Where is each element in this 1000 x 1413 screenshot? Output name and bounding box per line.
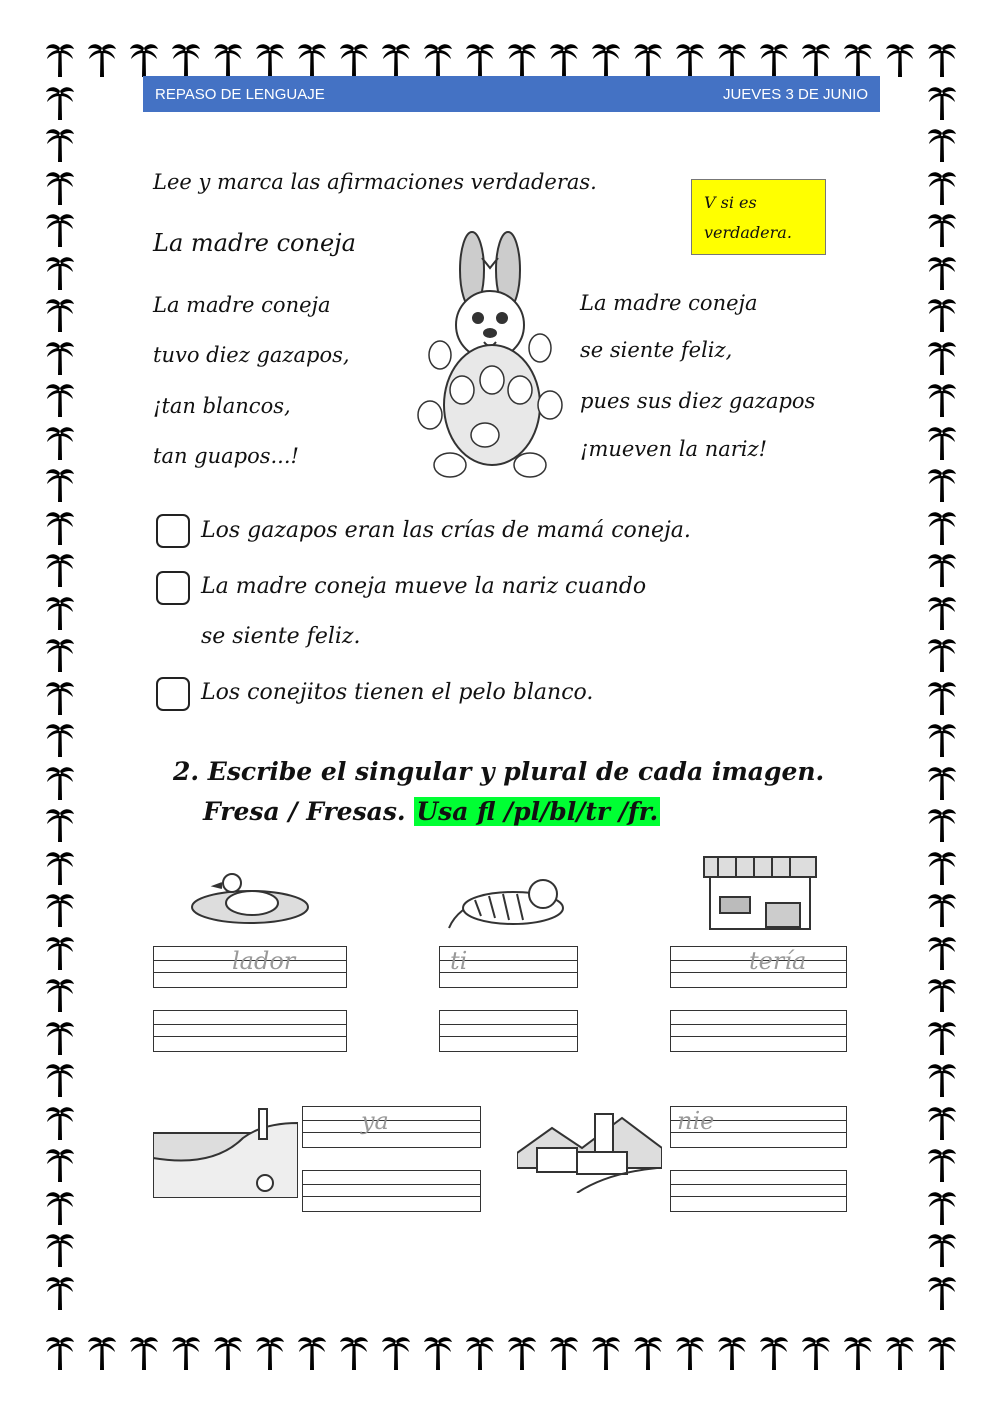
palm-tree-icon (927, 935, 957, 971)
palm-tree-icon (507, 42, 537, 78)
writing-line-3-plural[interactable] (670, 1010, 847, 1052)
palm-tree-icon (675, 1335, 705, 1371)
palm-tree-icon (927, 170, 957, 206)
statement-3-checkbox[interactable] (156, 677, 190, 711)
palm-tree-icon (45, 212, 75, 248)
palm-tree-icon (885, 42, 915, 78)
exercise-2-example: Fresa / Fresas. (203, 797, 406, 826)
poem-left-line-4: tan guapos...! (153, 444, 299, 468)
palm-tree-icon (45, 1105, 75, 1141)
palm-tree-icon (927, 297, 957, 333)
rabbit-family-illustration (410, 230, 570, 500)
palm-tree-icon (45, 935, 75, 971)
writing-line-4-plural[interactable] (302, 1170, 481, 1212)
palm-tree-icon (45, 340, 75, 376)
poem-left-line-1: La madre coneja (153, 293, 331, 317)
palm-tree-icon (927, 1020, 957, 1056)
palm-tree-icon (927, 850, 957, 886)
palm-tree-icon (927, 595, 957, 631)
palm-tree-icon (927, 1190, 957, 1226)
palm-tree-icon (927, 510, 957, 546)
writing-line-4-singular[interactable] (302, 1106, 481, 1148)
palm-tree-icon (45, 382, 75, 418)
poem-title: La madre coneja (153, 229, 356, 257)
palm-tree-icon (927, 85, 957, 121)
trace-text-2: ti (450, 947, 468, 975)
palm-tree-icon (927, 1232, 957, 1268)
palm-tree-icon (927, 382, 957, 418)
palm-tree-icon (45, 1147, 75, 1183)
exercise-2-heading (173, 752, 824, 832)
palm-tree-icon (297, 1335, 327, 1371)
palm-tree-icon (45, 807, 75, 843)
palm-tree-icon (927, 807, 957, 843)
palm-tree-icon (927, 552, 957, 588)
palm-tree-icon (45, 722, 75, 758)
poem-right-line-1: La madre coneja (580, 291, 758, 315)
writing-line-2-plural[interactable] (439, 1010, 578, 1052)
palm-tree-icon (423, 1335, 453, 1371)
writing-line-3-singular[interactable] (670, 946, 847, 988)
statement-2-text-cont: se siente feliz. (201, 624, 361, 649)
palm-tree-icon (633, 42, 663, 78)
writing-line-2-singular[interactable] (439, 946, 578, 988)
palm-tree-icon (129, 42, 159, 78)
header-subject: REPASO DE LENGUAJE (155, 86, 325, 103)
palm-tree-icon (927, 892, 957, 928)
village-illustration (517, 1108, 662, 1193)
palm-tree-icon (591, 42, 621, 78)
palm-tree-icon (927, 255, 957, 291)
writing-line-1-singular[interactable] (153, 946, 347, 988)
palm-tree-icon (45, 977, 75, 1013)
palm-tree-icon (465, 42, 495, 78)
palm-tree-icon (45, 1062, 75, 1098)
palm-tree-icon (927, 467, 957, 503)
palm-tree-icon (759, 42, 789, 78)
exercise-2-line-1: 2. Escribe el singular y plural de cada imagen. (173, 757, 825, 786)
tiger-illustration (445, 870, 570, 935)
duck-float-illustration (188, 865, 318, 930)
palm-tree-icon (843, 1335, 873, 1371)
trace-text-4: ya (361, 1107, 389, 1135)
palm-tree-icon (927, 765, 957, 801)
statement-1-checkbox[interactable] (156, 514, 190, 548)
palm-tree-icon (255, 42, 285, 78)
palm-tree-icon (45, 467, 75, 503)
palm-tree-icon (45, 552, 75, 588)
palm-tree-icon (717, 42, 747, 78)
palm-tree-icon (129, 1335, 159, 1371)
palm-tree-icon (927, 1105, 957, 1141)
poem-left-line-2: tuvo diez gazapos, (153, 343, 350, 367)
palm-tree-icon (339, 1335, 369, 1371)
statement-2-checkbox[interactable] (156, 571, 190, 605)
palm-tree-icon (45, 892, 75, 928)
palm-tree-icon (717, 1335, 747, 1371)
palm-tree-icon (549, 42, 579, 78)
poem-left-line-3: ¡tan blancos, (153, 394, 291, 418)
exercise-2-highlight: Usa fl /pl/bl/tr /fr. (416, 797, 659, 826)
palm-tree-icon (45, 297, 75, 333)
palm-tree-icon (507, 1335, 537, 1371)
palm-tree-icon (843, 42, 873, 78)
trace-text-5: nie (677, 1107, 715, 1135)
palm-tree-icon (927, 722, 957, 758)
palm-tree-icon (423, 42, 453, 78)
palm-tree-icon (927, 340, 957, 376)
header-bar (143, 76, 880, 112)
writing-line-5-singular[interactable] (670, 1106, 847, 1148)
palm-tree-icon (87, 1335, 117, 1371)
palm-tree-icon (927, 1147, 957, 1183)
palm-tree-icon (297, 42, 327, 78)
palm-tree-icon (549, 1335, 579, 1371)
palm-tree-icon (45, 1232, 75, 1268)
palm-tree-icon (45, 765, 75, 801)
palm-tree-icon (381, 1335, 411, 1371)
palm-tree-icon (45, 1190, 75, 1226)
palm-tree-icon (591, 1335, 621, 1371)
true-note-box: V si es verdadera. (691, 179, 826, 255)
palm-tree-icon (801, 42, 831, 78)
palm-tree-icon (339, 42, 369, 78)
palm-tree-icon (255, 1335, 285, 1371)
palm-tree-icon (45, 425, 75, 461)
palm-tree-icon (927, 127, 957, 163)
palm-tree-icon (45, 1275, 75, 1311)
poem-right-line-3: pues sus diez gazapos (580, 389, 816, 413)
palm-tree-icon (801, 1335, 831, 1371)
palm-tree-icon (87, 42, 117, 78)
statement-1-text: Los gazapos eran las crías de mamá coneja. (201, 518, 691, 543)
palm-tree-icon (45, 850, 75, 886)
palm-tree-icon (45, 510, 75, 546)
palm-tree-icon (171, 42, 201, 78)
palm-tree-icon (45, 85, 75, 121)
poem-right-line-2: se siente feliz, (580, 338, 733, 362)
header-date: JUEVES 3 DE JUNIO (722, 86, 868, 103)
trace-text-3: tería (749, 947, 807, 975)
writing-line-1-plural[interactable] (153, 1010, 347, 1052)
palm-tree-icon (45, 595, 75, 631)
market-stall-illustration (700, 853, 820, 933)
poem-right-line-4: ¡mueven la nariz! (580, 437, 768, 461)
palm-tree-icon (927, 42, 957, 78)
palm-tree-icon (927, 1335, 957, 1371)
palm-tree-icon (213, 1335, 243, 1371)
palm-tree-icon (759, 1335, 789, 1371)
palm-tree-icon (675, 42, 705, 78)
palm-tree-icon (171, 1335, 201, 1371)
palm-tree-icon (213, 42, 243, 78)
palm-tree-icon (927, 680, 957, 716)
palm-tree-icon (45, 680, 75, 716)
palm-tree-icon (633, 1335, 663, 1371)
palm-tree-icon (927, 212, 957, 248)
statement-3-text: Los conejitos tienen el pelo blanco. (201, 680, 594, 705)
palm-tree-icon (927, 637, 957, 673)
statement-2-text: La madre coneja mueve la nariz cuando (201, 574, 647, 599)
writing-line-5-plural[interactable] (670, 1170, 847, 1212)
instruction-text: Lee y marca las afirmaciones verdaderas. (153, 170, 597, 194)
palm-tree-icon (927, 977, 957, 1013)
palm-tree-icon (45, 1020, 75, 1056)
palm-tree-icon (465, 1335, 495, 1371)
beach-illustration (153, 1103, 298, 1198)
palm-tree-icon (381, 42, 411, 78)
palm-tree-icon (927, 1062, 957, 1098)
palm-tree-icon (45, 255, 75, 291)
palm-tree-icon (45, 1335, 75, 1371)
palm-tree-icon (45, 170, 75, 206)
palm-tree-icon (927, 1275, 957, 1311)
palm-tree-icon (45, 637, 75, 673)
palm-tree-icon (45, 127, 75, 163)
palm-tree-icon (927, 425, 957, 461)
trace-text-1: lador (232, 947, 296, 975)
palm-tree-icon (45, 42, 75, 78)
palm-tree-icon (885, 1335, 915, 1371)
